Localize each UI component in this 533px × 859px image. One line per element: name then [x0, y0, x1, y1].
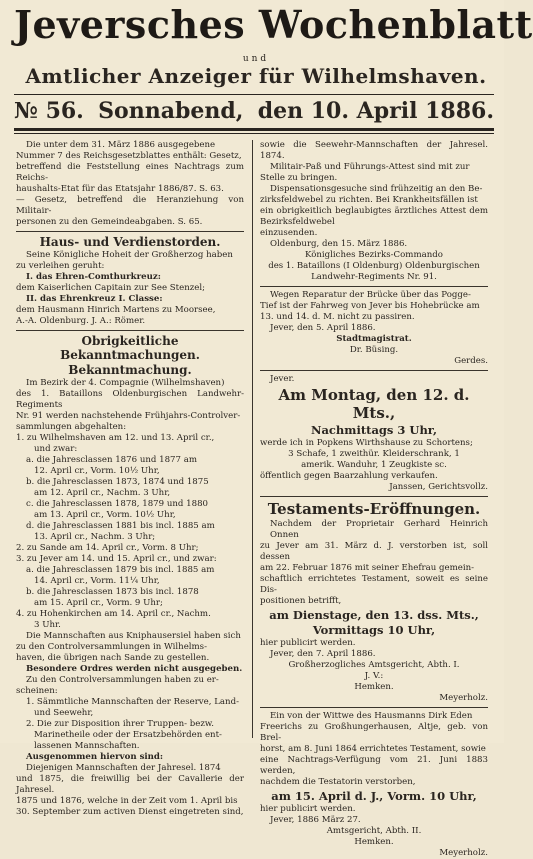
- cont-line: ein obrigkeitlich beglaubigtes ärztliches Attest dem Bezirksfeldwebel: [260, 206, 488, 227]
- testament-line: positionen betrifft,: [260, 596, 342, 606]
- signature-gerdes: Gerdes.: [454, 356, 488, 366]
- pub-line: lassenen Mannschaften.: [34, 741, 140, 751]
- pub-line: des 1. Bataillons Oldenburgischen Landwehr-Regiments: [16, 389, 244, 410]
- auction-line: Janssen, Gerichtsvollz.: [389, 482, 488, 492]
- pub-line: b. die Jahresclassen 1873 bis incl. 1878: [26, 587, 199, 597]
- cont-line: Dispensationsgesuche sind frühzeitig an den Be-: [270, 184, 483, 194]
- pub-line: 3. zu Jever am 14. und 15. April cr., und zwar:: [16, 554, 217, 564]
- pub-line: Diejenigen Mannschaften der Jahresel. 1874: [26, 763, 221, 773]
- pub-line: Im Bezirk der 4. Compagnie (Wilhelmshaven): [26, 378, 225, 388]
- pub-line: und 1875, die freiwillig bei der Cavallerie der Jahresel.: [16, 774, 244, 795]
- pub-line: 2. zu Sande am 14. April cr., Vorm. 8 Uhr;: [16, 543, 199, 553]
- pub-line: c. die Jahresclassen 1878, 1879 und 1880: [26, 499, 209, 509]
- bridge-line: Wegen Reparatur der Brücke über das Pogge-: [270, 290, 471, 300]
- newspaper-subtitle: Amtlicher Anzeiger für Wilhelmshaven.: [25, 64, 487, 88]
- cont-line: einzusenden.: [260, 228, 318, 238]
- testament2-line: eine Nachtrags-Verfügung vom 21. Juni 1883 werden,: [260, 755, 488, 776]
- section-heading-public: Obrigkeitliche Bekanntmachungen.: [60, 334, 200, 362]
- testament2-line: Amtsgericht, Abth. II.: [326, 826, 422, 836]
- pub-line: 13. April cr., Nachm. 3 Uhr;: [34, 532, 156, 542]
- auction-line: amerik. Wanduhr, 1 Zeugkiste sc.: [301, 460, 447, 470]
- pub-line: sammlungen abgehalten:: [16, 422, 127, 432]
- divider: [260, 707, 488, 708]
- pub-line: Nr. 91 werden nachstehende Frühjahrs-Controlver-: [16, 411, 241, 421]
- pub-line: zu den Controlversammlungen in Wilhelms-: [16, 642, 207, 652]
- pub-line: b. die Jahresclassen 1873, 1874 und 1875: [26, 477, 209, 487]
- section-heading-testaments: Testaments-Eröffnungen.: [267, 500, 481, 518]
- pub-line: am 15. April cr., Vorm. 9 Uhr;: [34, 598, 163, 608]
- bridge-line: Stadtmagistrat.: [336, 334, 412, 344]
- testament-line: hier publicirt werden.: [260, 638, 356, 648]
- cont-line: Stelle zu bringen.: [260, 173, 338, 183]
- pub-line: 4. zu Hohenkirchen am 14. April cr., Nachm.: [16, 609, 211, 619]
- issue-line: [14, 98, 494, 124]
- auction-line: werde ich in Popkens Wirthshause zu Schortens;: [260, 438, 473, 448]
- intro-line: Nummer 7 des Reichsgesetzblattes enthält: Gesetz,: [16, 151, 242, 161]
- section-heading-orders: Haus- und Verdienstorden.: [39, 235, 221, 249]
- testament2-line: Hemken.: [354, 837, 394, 847]
- pub-line: und zwar:: [34, 444, 78, 454]
- testament-headline-time: Vormittags 10 Uhr,: [312, 623, 436, 637]
- order-line: I. das Ehren-Comthurkreuz:: [26, 272, 161, 282]
- auction-line: öffentlich gegen Baarzahlung verkaufen.: [260, 471, 438, 481]
- cont-line: Landwehr-Regiments Nr. 91.: [311, 272, 437, 282]
- divider: [260, 286, 488, 287]
- pub-line: 1875 und 1876, welche in der Zeit vom 1. April bis: [16, 796, 238, 806]
- column-divider: [252, 140, 253, 738]
- issue-number: № 56.: [14, 98, 84, 124]
- bridge-line: Tief ist der Fahrweg von Jever bis Hohebrücke am: [260, 301, 480, 311]
- testament-line: Hemken.: [354, 682, 394, 692]
- cont-line: Oldenburg, den 15. März 1886.: [270, 239, 408, 249]
- left-column: [16, 140, 244, 817]
- testament2-headline: am 15. April d. J., Vorm. 10 Uhr,: [271, 789, 477, 803]
- testament2-line: Ein von der Wittwe des Hausmanns Dirk Eden: [270, 711, 473, 721]
- testament2-line: horst, am 8. Juni 1864 errichtetes Testament, sowie: [260, 744, 486, 754]
- testament-line: Großherzogliches Amtsgericht, Abth. I.: [288, 660, 460, 670]
- intro-line: — Gesetz, betreffend die Heranziehung von Militair-: [16, 195, 244, 216]
- bridge-line: Jever, den 5. April 1886.: [270, 323, 376, 333]
- order-line: Seine Königliche Hoheit der Großherzog haben: [26, 250, 233, 260]
- pub-line: Die Mannschaften aus Kniphausersiel haben sich: [26, 631, 241, 641]
- divider: [260, 496, 488, 497]
- intro-line: haushalts-Etat für das Etatsjahr 1886/87. S. 63.: [16, 184, 224, 194]
- cont-line: zirksfeldwebel zu richten. Bei Krankheitsfällen ist: [260, 195, 478, 205]
- bridge-line: 13. und 14. d. M. nicht zu passiren.: [260, 312, 415, 322]
- pub-line: Zu den Controlversammlungen haben zu er-: [26, 675, 219, 685]
- cont-line: des 1. Bataillons (I Oldenburg) Oldenburgischen: [268, 261, 480, 271]
- testament2-line: Freerichs zu Großhungerhausen, Altje, geb. von Brel-: [260, 722, 488, 743]
- auction-headline: Am Montag, den 12. d. Mts.,: [278, 386, 470, 422]
- testament2-line: nachdem die Testatorin verstorben,: [260, 777, 416, 787]
- testament-line: Jever, den 7. April 1886.: [270, 649, 376, 659]
- order-line: dem Kaiserlichen Capitain zur See Stenzel;: [16, 283, 206, 293]
- cont-line: sowie die Seewehr-Mannschaften der Jahresel. 1874.: [260, 140, 488, 161]
- testament2-line: Jever, 1886 März 27.: [270, 815, 361, 825]
- pub-line: und Seewehr,: [34, 708, 94, 718]
- testament-headline: am Dienstage, den 13. dss. Mts.,: [269, 608, 479, 622]
- testament-line: schaftlich errichtetes Testament, soweit es seine Dis-: [260, 574, 488, 595]
- masthead-rule-bottom: [14, 128, 494, 131]
- auction-line: 3 Schafe, 1 zweithür. Kleiderschrank, 1: [288, 449, 460, 459]
- newspaper-title: Jeversches Wochenblatt: [14, 2, 533, 47]
- pub-line: 14. April cr., Vorm. 11¼ Uhr,: [34, 576, 160, 586]
- testament-line: J. V.:: [364, 671, 384, 681]
- order-line: dem Hausmann Hinrich Martens zu Moorsee,: [16, 305, 216, 315]
- intro-line: betreffend die Feststellung eines Nachtrags zum Reichs-: [16, 162, 244, 183]
- pub-line: d. die Jahresclassen 1881 bis incl. 1885 am: [26, 521, 215, 531]
- pub-line: a. die Jahresclassen 1879 bis incl. 1885 am: [26, 565, 215, 575]
- order-line: II. das Ehrenkreuz I. Classe:: [26, 294, 163, 304]
- auction-headline-time: Nachmittags 3 Uhr,: [310, 423, 438, 437]
- issue-day: Sonnabend,: [98, 98, 244, 124]
- pub-line: 30. September zum activen Dienst eingetreten sind,: [16, 807, 244, 817]
- right-column: [260, 140, 488, 858]
- testament-line: am 22. Februar 1876 mit seiner Ehefrau gemein-: [260, 563, 475, 573]
- divider: [16, 231, 244, 232]
- order-line: zu verleihen geruht:: [16, 261, 105, 271]
- pub-line: 3 Uhr.: [34, 620, 61, 630]
- pub-line: a. die Jahresclassen 1876 und 1877 am: [26, 455, 197, 465]
- intro-line: personen zu den Gemeindeabgaben. S. 65.: [16, 217, 203, 227]
- pub-line: haven, die übrigen nach Sande zu gestellen.: [16, 653, 210, 663]
- signature-meyerholz: Meyerholz.: [439, 848, 488, 858]
- signature-meyerholz: Meyerholz.: [439, 693, 488, 703]
- testament-line: zu Jever am 31. März d. J. verstorben ist, soll dessen: [260, 541, 488, 562]
- pub-line: am 12. April cr., Nachm. 3 Uhr,: [34, 488, 171, 498]
- divider: [260, 370, 488, 371]
- pub-line: 1. zu Wilhelmshaven am 12. und 13. April cr.,: [16, 433, 215, 443]
- cont-line: Militair-Paß und Führungs-Attest sind mit zur: [270, 162, 470, 172]
- masthead-rule-bottom-thin: [14, 133, 494, 134]
- order-line: A.-A. Oldenburg. J. A.: Römer.: [16, 316, 146, 326]
- pub-line: scheinen:: [16, 686, 58, 696]
- intro-line: Die unter dem 31. März 1886 ausgegebene: [26, 140, 216, 150]
- auction-place: Jever.: [270, 374, 295, 384]
- testament2-line: hier publicirt werden.: [260, 804, 356, 814]
- pub-line: am 13. April cr., Vorm. 10½ Uhr,: [34, 510, 176, 520]
- issue-date: den 10. April 1886.: [257, 98, 494, 124]
- testament-line: Nachdem der Proprietair Gerhard Heinrich Onnen: [270, 519, 488, 540]
- pub-line: Besondere Ordres werden nicht ausgegeben.: [26, 664, 243, 674]
- masthead-und: und: [242, 54, 270, 64]
- pub-line: Ausgenommen hiervon sind:: [26, 752, 164, 762]
- divider: [16, 330, 244, 331]
- pub-line: 12. April cr., Vorm. 10½ Uhr,: [34, 466, 160, 476]
- bridge-line: Dr. Büsing.: [349, 345, 399, 355]
- pub-line: Marinetheile oder der Ersatzbehörden ent-: [34, 730, 222, 740]
- masthead-rule-top: [14, 94, 494, 95]
- pub-line: 2. Die zur Disposition ihrer Truppen- bezw.: [26, 719, 214, 729]
- section-subheading: Bekanntmachung.: [68, 363, 192, 377]
- cont-line: Königliches Bezirks-Commando: [305, 250, 443, 260]
- pub-line: 1. Sämmtliche Mannschaften der Reserve, Land-: [26, 697, 239, 707]
